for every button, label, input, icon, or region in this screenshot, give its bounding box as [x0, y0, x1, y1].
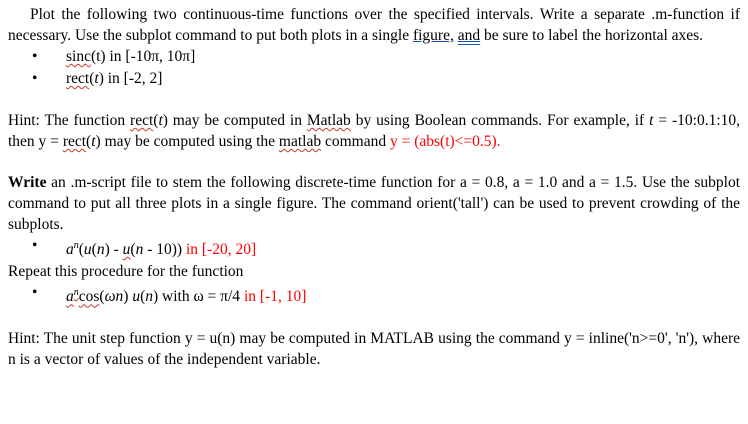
- cosine-function-list: [8, 282, 740, 308]
- discrete-task-paragraph: Write an .m-script file to stem the following discrete-time function for a = 0.8, a = 1.0 and a = 1.5. Use the subplot command to put all three plots in a single figure. The command orient('tall') can be used to prevent crowding of the subplots.: [8, 174, 740, 233]
- sinc-word: sinc: [66, 48, 91, 65]
- list-item-sinc: • sinc(t) in [-10π, 10π]: [8, 46, 740, 68]
- hint-rect-paragraph: Hint: The function rect(t) may be computed in Matlab by using Boolean commands. For example, if t = -10:0.1:10, then y = rect(t) may be computed using the matlab command y = (abs(t)<=0.5).: [8, 112, 740, 150]
- rect-word: rect: [66, 70, 90, 87]
- bullet-icon: •: [32, 48, 38, 65]
- bullet-icon: •: [32, 284, 38, 302]
- and-word: and: [457, 27, 481, 44]
- intro-text-2: be sure to label the horizontal axes.: [480, 27, 704, 44]
- problem-document: [8, 4, 740, 370]
- intro-paragraph: [8, 4, 740, 46]
- bullet-icon: •: [32, 70, 38, 87]
- continuous-function-list: [8, 46, 740, 90]
- list-item-rect: • rect(t) in [-2, 2]: [8, 68, 740, 90]
- repeat-line: Repeat this procedure for the function: [8, 263, 244, 281]
- hint-step-paragraph: Hint: The unit step function y = u(n) may be computed in MATLAB using the command y = inline('n>=0', 'n'), where n is a vector of values of the independent variable.: [8, 330, 740, 369]
- list-item-step-difference: • $a^n(u(n) - u(n - 10))$ in [-20, 20]: [32, 237, 257, 259]
- intro-text-1: Plot the following two continuous-time functions over the specified intervals. Write a separate .m-function if necessary. Use the subplot command to put both plots in a single: [8, 6, 740, 44]
- bullet-icon: •: [32, 237, 38, 254]
- rect-command: y = (abs(t)<=0.5).: [389, 133, 501, 150]
- range-text: in [-1, 10]: [240, 288, 307, 306]
- range-text: in [-20, 20]: [182, 241, 257, 259]
- figure-word: figure,: [412, 27, 454, 44]
- discrete-function-list: [8, 235, 740, 261]
- list-item-cosine: • $a^n\cos(\omega n)$ u(n) with ω = π/4 in [-1, 10]: [32, 284, 307, 306]
